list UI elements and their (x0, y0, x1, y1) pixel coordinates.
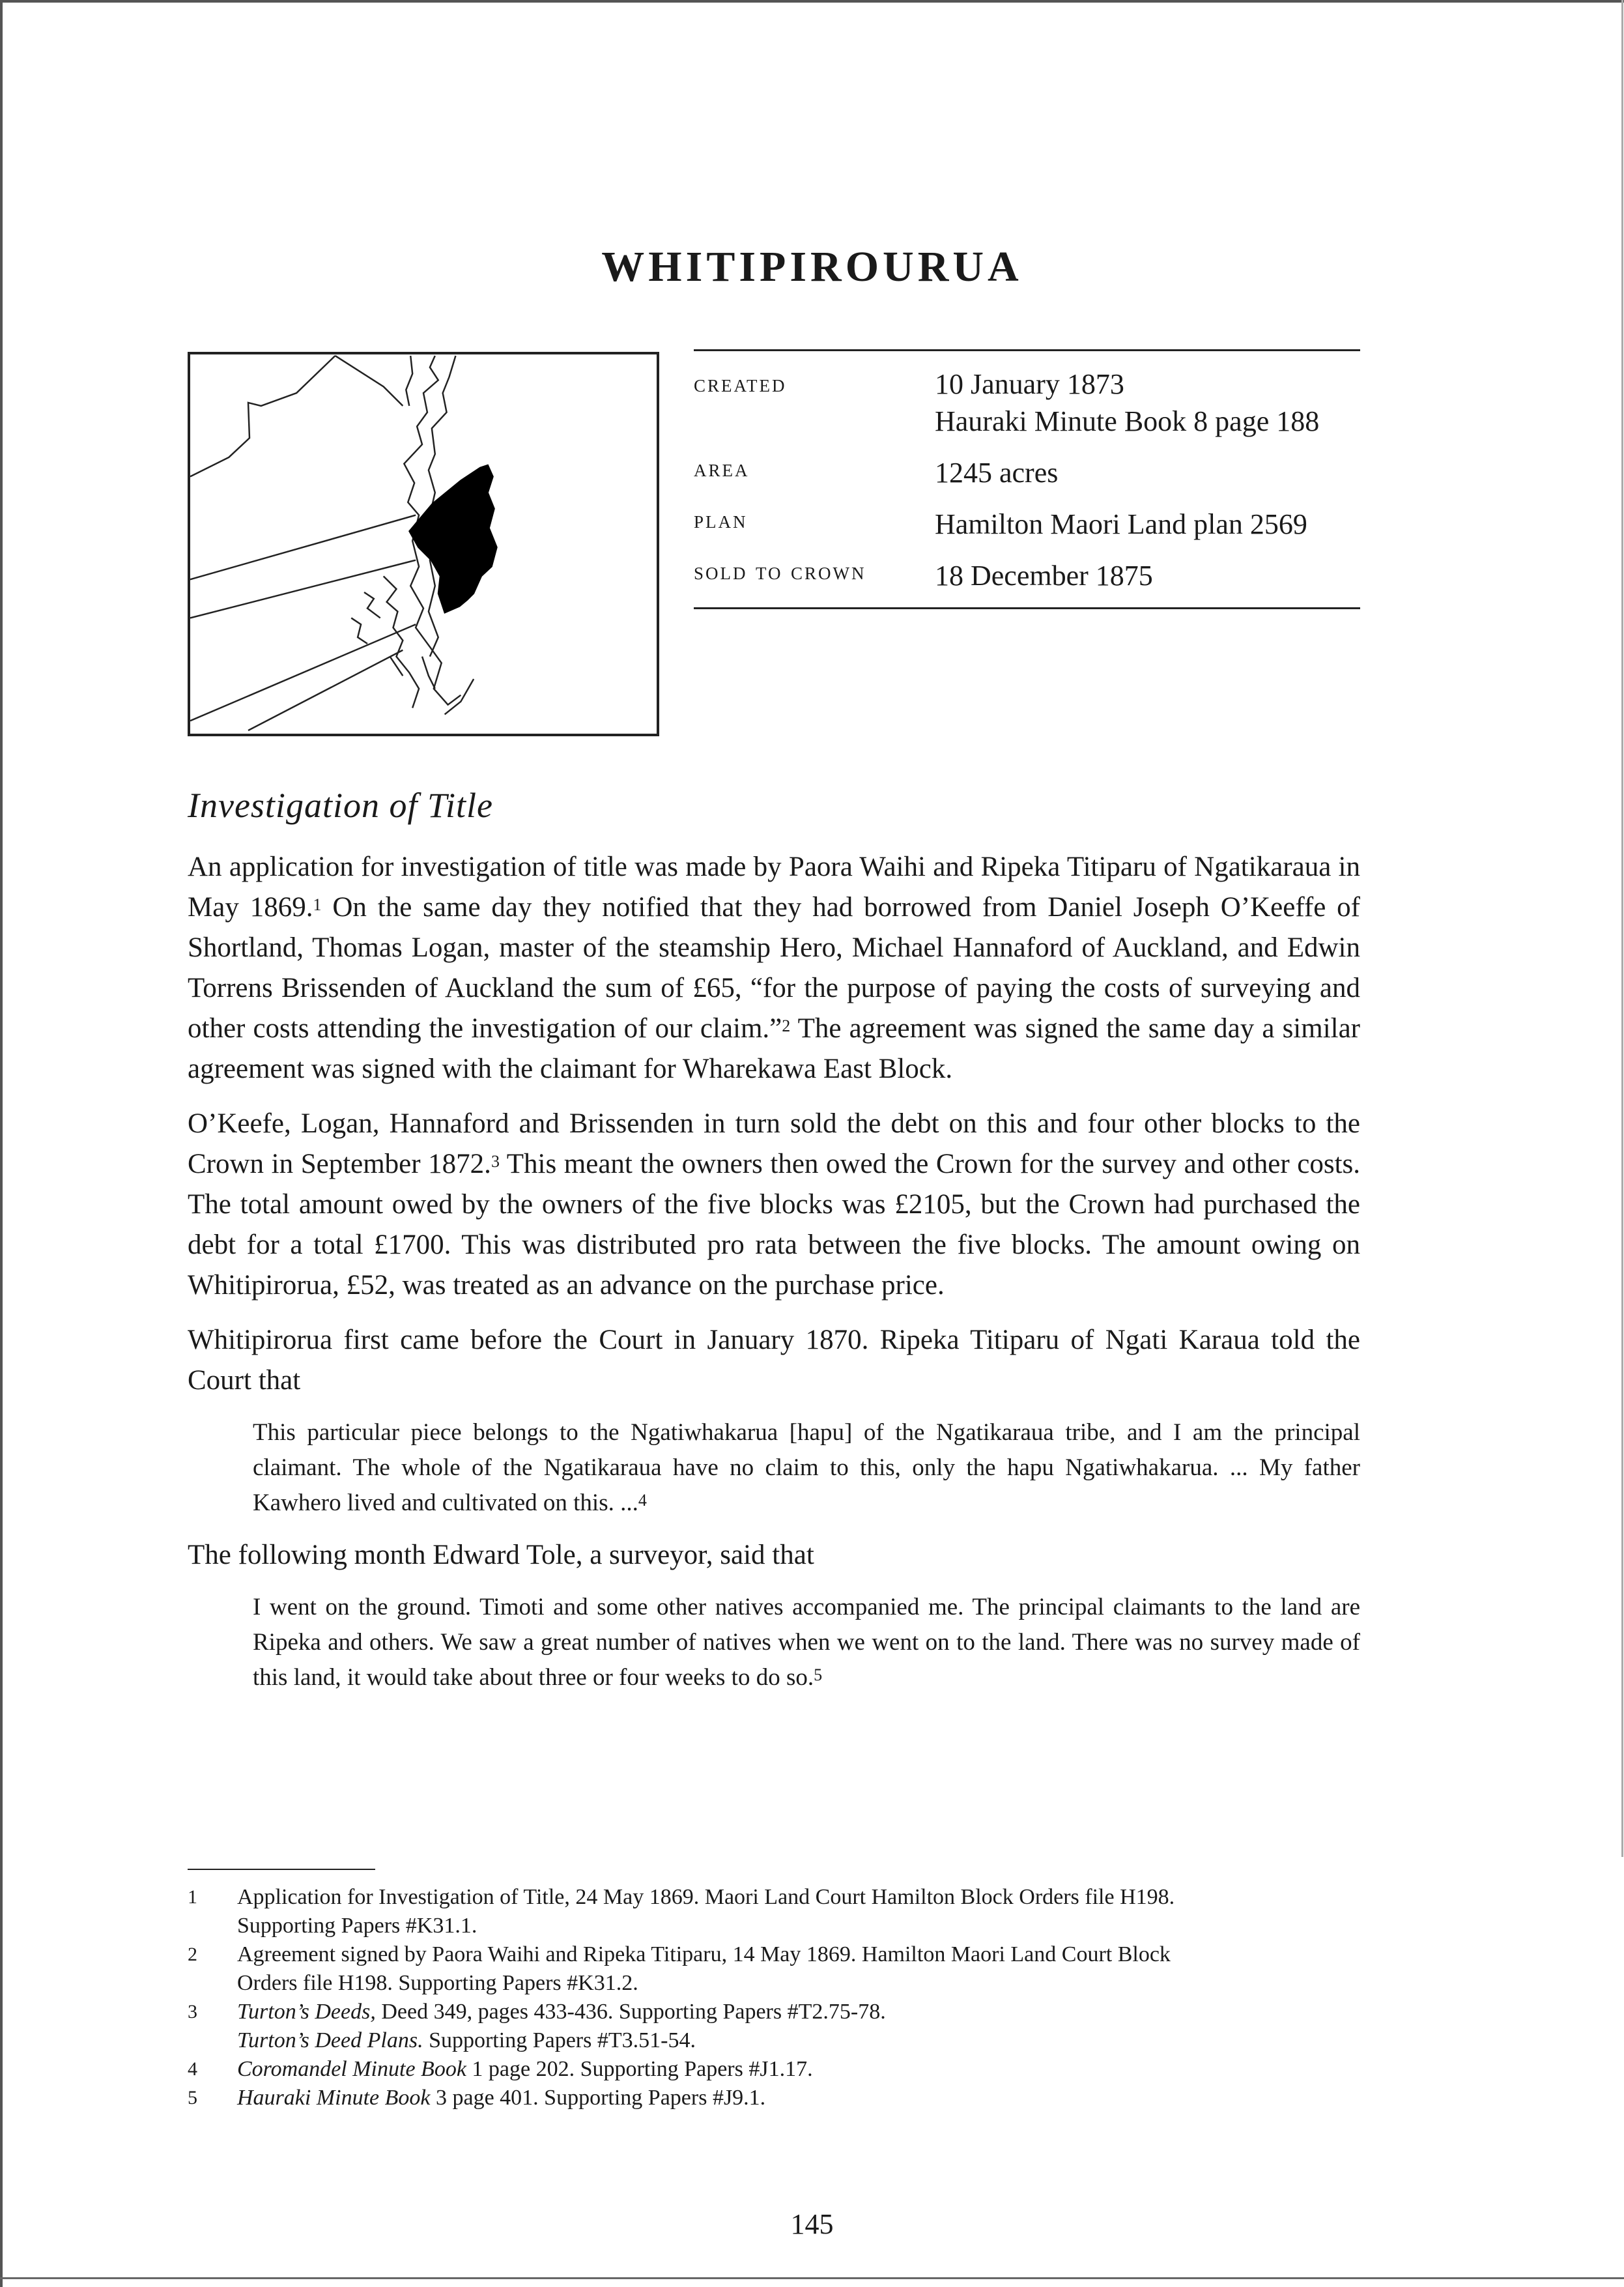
details-top-rule (694, 349, 1360, 351)
quote-tole (253, 1590, 1360, 1695)
page-number: 145 (790, 2208, 834, 2240)
footnote-italic: Coromandel Minute Book (237, 2057, 466, 2081)
plan-label: plan (694, 506, 748, 534)
footnote-italic: Turton’s Deeds, (237, 2000, 376, 2024)
paragraph-application (188, 847, 1360, 1089)
quote-text: I went on the ground. Timoti and some other natives accompanied me. The principal claimants to the land are Ripeka and others. We saw a great number of natives when we went on to the land. There was no survey made of this land, it would take about three or four weeks to do so. (253, 1594, 1360, 1691)
footnote-body: 3 page 401. Supporting Papers #J9.1. (430, 2086, 766, 2110)
footnote-5 (188, 2084, 1360, 2112)
footnote-3 (188, 1998, 1360, 2026)
detail-row-area (694, 440, 1360, 491)
body-text (188, 847, 1360, 1710)
footnote-ref: 4 (638, 1491, 647, 1510)
scan-edge-left (0, 0, 3, 2287)
footnote-text (237, 1883, 1360, 1912)
area-value: 1245 acres (935, 457, 1059, 489)
footnote-1-continued (188, 1912, 1360, 1940)
footnotes (188, 1883, 1360, 2112)
paragraph-debt-sale (188, 1104, 1360, 1306)
footnote-ref: 3 (491, 1152, 500, 1171)
created-date: 10 January 1873 (935, 368, 1124, 400)
whitipirourua-block-shape (409, 465, 496, 613)
plan-value: Hamilton Maori Land plan 2569 (935, 508, 1307, 540)
section-heading: Investigation of Title (188, 786, 493, 825)
quote-text: This particular piece belongs to the Ngatiwhakarua [hapu] of the Ngatikaraua tribe, and I am the principal claimant. The whole of the Ngatikaraua have no claim to this, only the hapu Ngatiwhakarua. ... My father Kawhero lived and cultivated on this. ... (253, 1419, 1360, 1516)
scan-edge-bottom (0, 2277, 1624, 2279)
footnote-1 (188, 1883, 1360, 1912)
paragraph-text: This meant the owners then owed the Crown for the survey and other costs. The total amount owed by the owners of the five blocks was £2105, but the Crown had purchased the debt for a total £1700. This was distributed pro rata between the five blocks. The amount owing on Whitipirorua, £52, was treated as an advance on the purchase price. (188, 1149, 1360, 1301)
detail-row-sold (694, 543, 1360, 594)
footnote-text (237, 1998, 1360, 2026)
paragraph-text: An application for investigation of title was made by Paora Waihi and Ripeka Titiparu of Ngatikaraua in May 1869. (188, 852, 1360, 923)
footnote-text (237, 2084, 1360, 2112)
footnote-number: 3 (188, 2001, 197, 2022)
page-title: WHITIPIROURUA (601, 243, 1023, 291)
footnote-2 (188, 1940, 1360, 1969)
footnote-body: Supporting Papers #K31.1. (237, 1914, 477, 1938)
footnote-body: Agreement signed by Paora Waihi and Ripeka Titiparu, 14 May 1869. Hamilton Maori Land Court Block (237, 1942, 1171, 1966)
footnote-number: 5 (188, 2087, 197, 2108)
footnote-text (237, 1940, 1360, 1969)
footnote-body: 1 page 202. Supporting Papers #J1.17. (466, 2057, 813, 2081)
footnote-body: Deed 349, pages 433-436. Supporting Papers #T2.75-78. (375, 2000, 886, 2024)
paragraph-text: O’Keefe, Logan, Hannaford and Brissenden in turn sold the debt on this and four other blocks to the Crown in September 1872. (188, 1108, 1360, 1179)
footnote-italic: Hauraki Minute Book (237, 2086, 431, 2110)
footnote-body: Supporting Papers #T3.51-54. (423, 2028, 696, 2052)
footnote-ref: 1 (313, 895, 322, 914)
footnote-3-continued (188, 2026, 1360, 2055)
paragraph-text: On the same day they notified that they had borrowed from Daniel Joseph O’Keeffe of Shortland, Thomas Logan, master of the steamship Hero, Michael Hannaford of Auckland, and Edwin Torrens Brissenden of Auckland the sum of £65, “for the purpose of paying the costs of surveying and other costs attending the investigation of our claim.” (188, 892, 1360, 1044)
created-label: created (694, 370, 787, 397)
block-details-panel (694, 349, 1360, 609)
scan-edge-top (0, 0, 1624, 3)
paragraph-court: Whitipirorua first came before the Court in January 1870. Ripeka Titiparu of Ngati Karaua told the Court that (188, 1325, 1360, 1396)
sold-to-crown-label: sold to crown (694, 558, 866, 585)
footnote-body: Application for Investigation of Title, 24 May 1869. Maori Land Court Hamilton Block Orders file H198. (237, 1885, 1175, 1909)
footnote-italic: Turton’s Deed Plans. (237, 2028, 423, 2052)
location-map (188, 352, 659, 736)
paragraph-text: The agreement was signed the same day a similar agreement was signed with the claimant for Wharekawa East Block. (188, 1013, 1360, 1084)
map-outline-drawing (190, 354, 657, 734)
quote-ripeka (253, 1415, 1360, 1521)
created-minute-book: Hauraki Minute Book 8 page 188 (935, 405, 1320, 437)
paragraph-surveyor: The following month Edward Tole, a surveyor, said that (188, 1540, 814, 1570)
footnote-number: 1 (188, 1886, 197, 1908)
detail-row-created (694, 366, 1360, 440)
footnote-number: 4 (188, 2058, 197, 2080)
area-label: area (694, 455, 750, 482)
footnote-4 (188, 2055, 1360, 2084)
footnote-ref: 5 (814, 1665, 823, 1684)
details-bottom-rule (694, 607, 1360, 609)
block-details-table (694, 366, 1360, 594)
footnote-ref: 2 (782, 1016, 791, 1035)
detail-row-plan (694, 491, 1360, 543)
footnote-text (237, 2055, 1360, 2084)
created-value (935, 366, 1360, 440)
footnote-number: 2 (188, 1944, 197, 1965)
footnote-body: Orders file H198. Supporting Papers #K31.2. (237, 1971, 638, 1995)
sold-to-crown-value: 18 December 1875 (935, 560, 1153, 592)
footnote-2-continued (188, 1969, 1360, 1998)
footnote-rule (188, 1869, 375, 1870)
